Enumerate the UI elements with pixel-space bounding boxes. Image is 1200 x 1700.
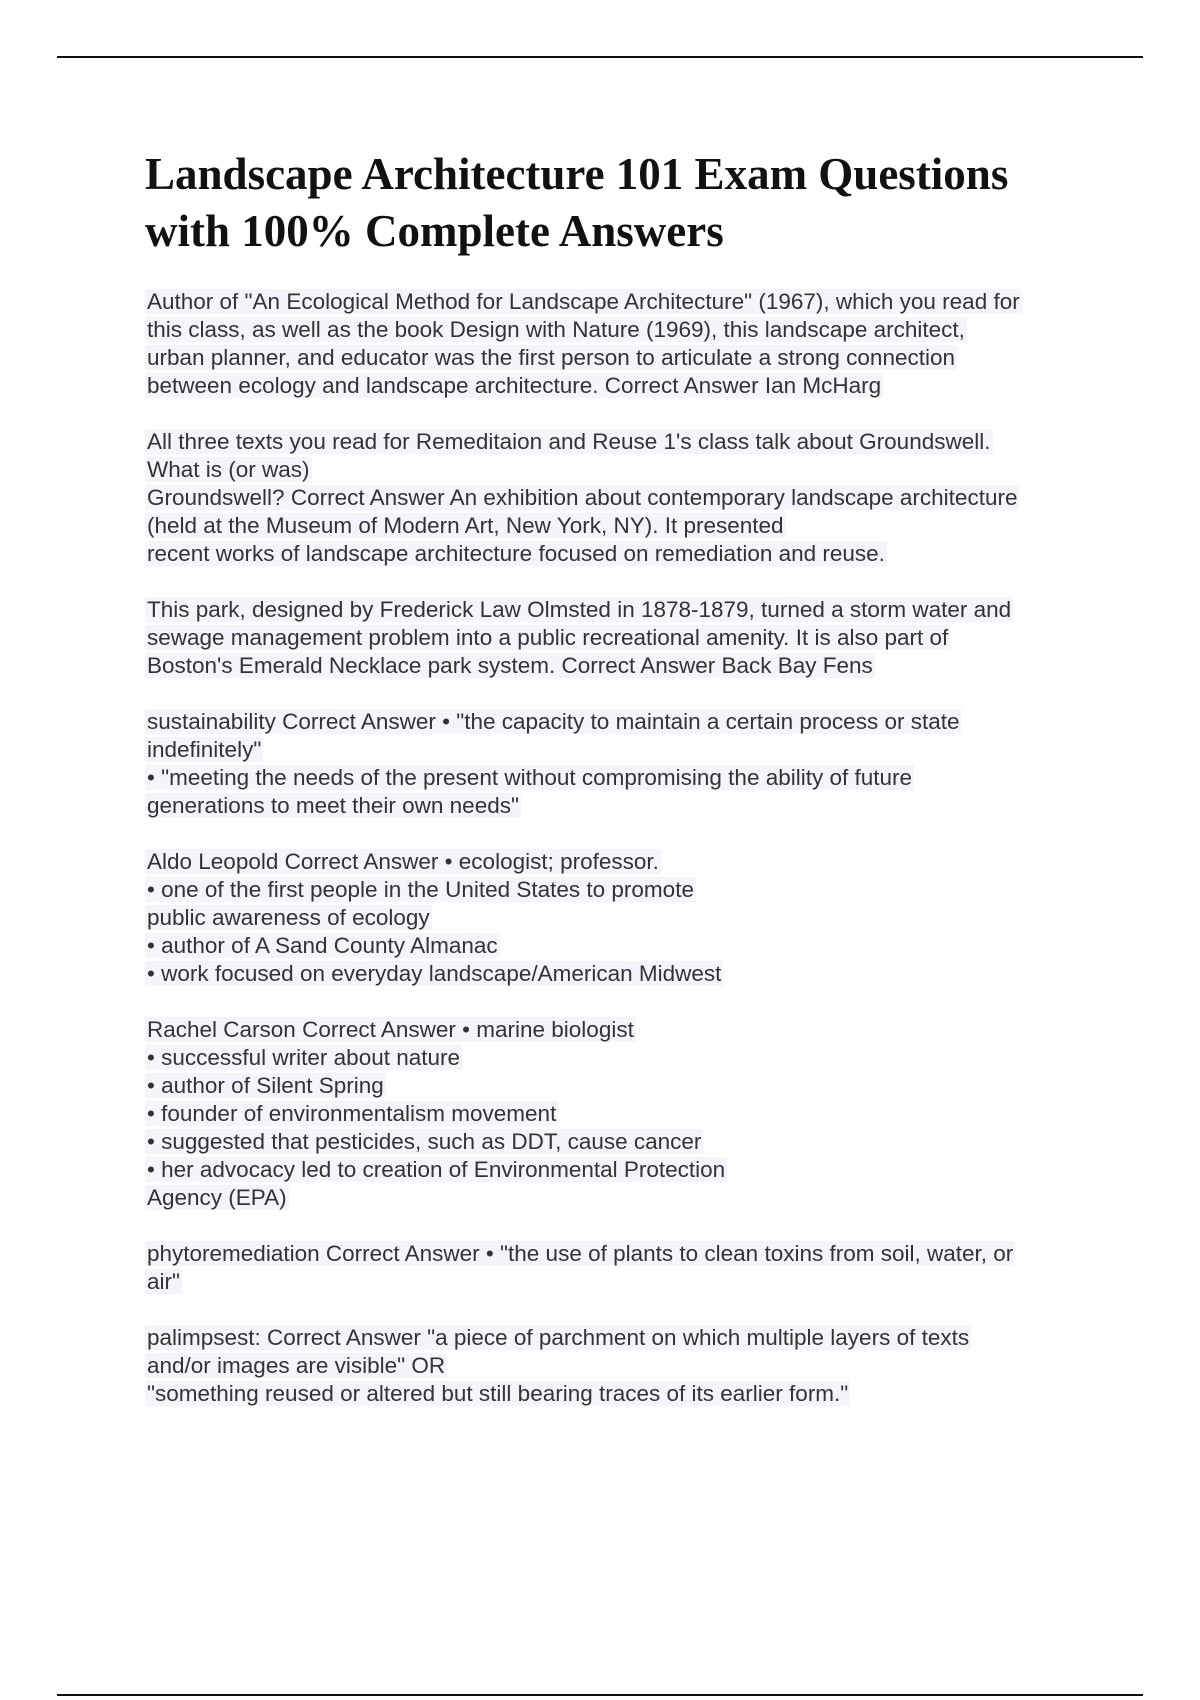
document-title (145, 146, 1095, 260)
qa-line: Boston's Emerald Necklace park system. Correct Answer Back Bay Fens (147, 653, 873, 678)
qa-entry-phytoremediation (145, 1240, 1095, 1296)
qa-line: • successful writer about nature (147, 1045, 461, 1070)
qa-line: sewage management problem into a public recreational amenity. It is also part of (147, 625, 949, 650)
qa-line: • her advocacy led to creation of Environmental Protection (147, 1157, 726, 1182)
qa-line: Author of "An Ecological Method for Landscape Architecture" (1967), which you read for (147, 289, 1020, 314)
qa-line: • one of the first people in the United States to promote (147, 877, 694, 902)
qa-line: this class, as well as the book Design with Nature (1969), this landscape architect, (147, 317, 965, 342)
qa-line: and/or images are visible" OR (147, 1353, 446, 1378)
qa-line: public awareness of ecology (147, 905, 430, 930)
qa-line: This park, designed by Frederick Law Olmsted in 1878-1879, turned a storm water and (147, 597, 1012, 622)
qa-line: All three texts you read for Remeditaion and Reuse 1's class talk about Groundswell. (147, 429, 991, 454)
qa-line: Rachel Carson Correct Answer • marine biologist (147, 1017, 634, 1042)
qa-line: sustainability Correct Answer • "the capacity to maintain a certain process or state (147, 709, 960, 734)
qa-entry-mcharg (145, 288, 1095, 400)
qa-line: • work focused on everyday landscape/American Midwest (147, 961, 722, 986)
qa-line: air" (147, 1269, 180, 1294)
qa-entry-palimpsest (145, 1324, 1095, 1408)
qa-entry-rachel-carson (145, 1016, 1095, 1212)
header-rule (57, 56, 1143, 58)
qa-line: palimpsest: Correct Answer "a piece of parchment on which multiple layers of texts (147, 1325, 970, 1350)
qa-entry-sustainability (145, 708, 1095, 820)
qa-line: • "meeting the needs of the present without compromising the ability of future (147, 765, 913, 790)
qa-line: "something reused or altered but still bearing traces of its earlier form." (147, 1381, 849, 1406)
title-line: with 100% Complete Answers (145, 206, 724, 256)
qa-line: • founder of environmentalism movement (147, 1101, 557, 1126)
qa-line: Aldo Leopold Correct Answer • ecologist; professor. (147, 849, 659, 874)
qa-entry-aldo-leopold (145, 848, 1095, 988)
qa-line: between ecology and landscape architecture. Correct Answer Ian McHarg (147, 373, 882, 398)
qa-line: phytoremediation Correct Answer • "the use of plants to clean toxins from soil, water, or (147, 1241, 1014, 1266)
qa-line: indefinitely" (147, 737, 262, 762)
qa-line: Agency (EPA) (147, 1185, 287, 1210)
qa-line: • author of Silent Spring (147, 1073, 384, 1098)
qa-line: recent works of landscape architecture focused on remediation and reuse. (147, 541, 885, 566)
title-line: Landscape Architecture 101 Exam Questions (145, 149, 1009, 199)
qa-line: Groundswell? Correct Answer An exhibition about contemporary landscape architecture (147, 485, 1018, 510)
qa-line: generations to meet their own needs" (147, 793, 519, 818)
qa-line: (held at the Museum of Modern Art, New York, NY). It presented (147, 513, 784, 538)
qa-line: What is (or was) (147, 457, 310, 482)
qa-line: urban planner, and educator was the first person to articulate a strong connection (147, 345, 956, 370)
document-body (145, 146, 1095, 1436)
footer-rule (57, 1694, 1143, 1696)
qa-line: • suggested that pesticides, such as DDT, cause cancer (147, 1129, 702, 1154)
qa-entry-groundswell (145, 428, 1095, 568)
qa-entry-back-bay-fens (145, 596, 1095, 680)
qa-line: • author of A Sand County Almanac (147, 933, 498, 958)
